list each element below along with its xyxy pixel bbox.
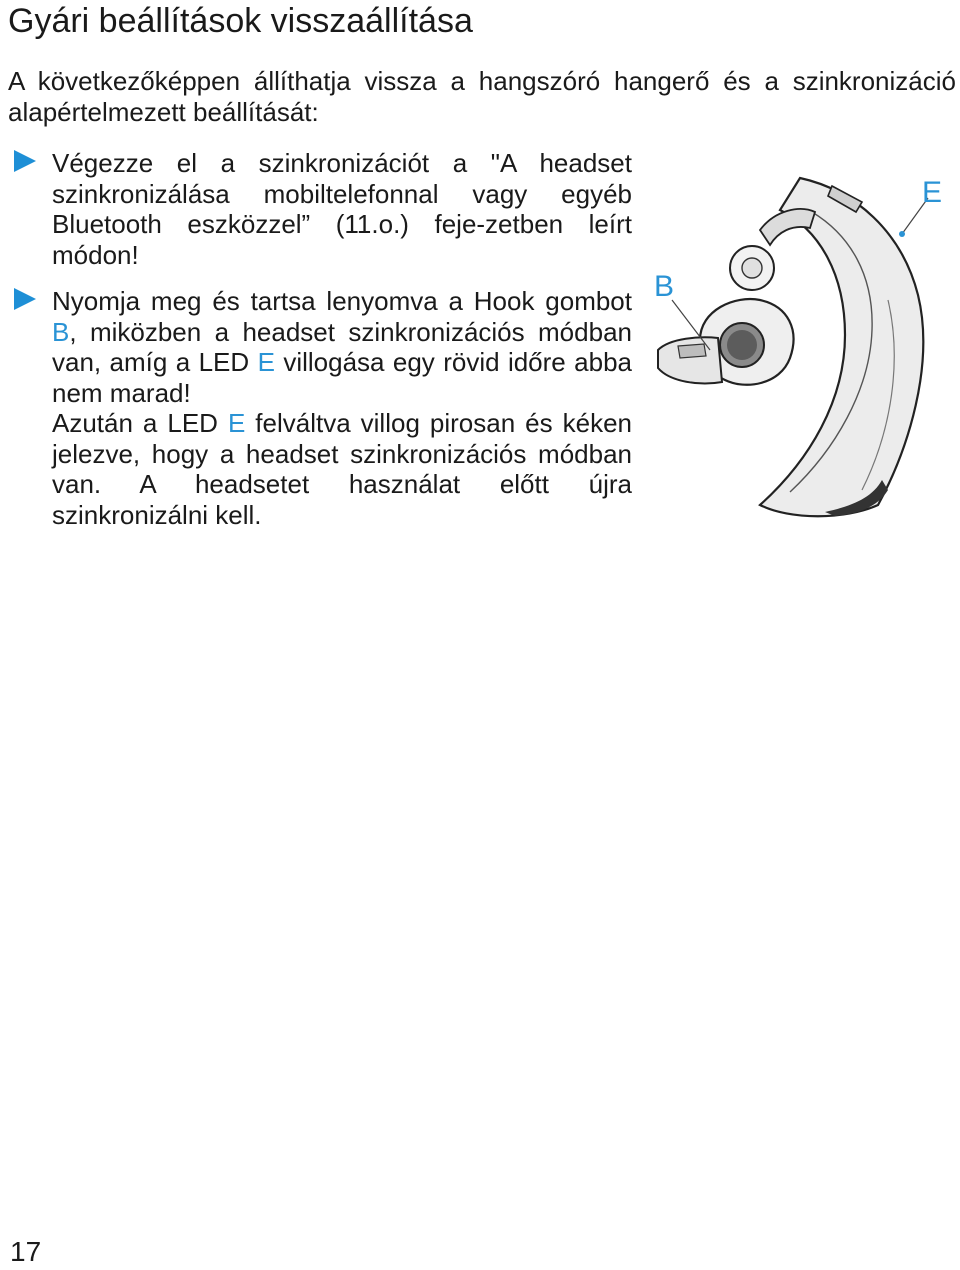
step-text-part: , miközben a headset szinkronizációs módban van, amíg a LED — [52, 316, 632, 377]
step-text-part: Azután a LED — [52, 408, 228, 438]
step-text-part: villogása egy rövid időre abba nem marad! — [52, 347, 632, 408]
step-list — [14, 148, 632, 546]
led-e-indicator — [899, 231, 905, 237]
step-text-part: Nyomja meg és tartsa lenyomva a Hook gombot — [52, 286, 632, 316]
step-text — [52, 286, 632, 408]
hinge-knob-center — [742, 258, 762, 278]
figure-label-b: B — [654, 270, 675, 303]
reference-b: B — [52, 316, 70, 347]
speaker-grille-center — [727, 330, 757, 360]
step-item — [14, 148, 632, 270]
headset-illustration — [640, 150, 958, 520]
step-text-part: felváltva villog pirosan és kéken jelezve, hogy a headset szinkronizációs módban van. A headsetet használat előtt újra szinkronizálni kell. — [52, 408, 632, 530]
triangle-bullet-icon — [14, 150, 36, 172]
step-item — [14, 286, 632, 530]
microphone-boom — [658, 337, 722, 383]
page-number: 17 — [10, 1236, 42, 1267]
figure-label-e: E — [922, 176, 943, 209]
page-title: Gyári beállítások visszaállítása — [8, 2, 473, 40]
triangle-bullet-icon — [14, 288, 36, 310]
step-text: Végezze el a szinkronizációt a "A headset szinkronizálása mobiltelefonnal vagy egyéb Bluetooth eszközzel” (11.o.) feje-zetben leírt módon! — [52, 148, 632, 270]
reference-e: E — [227, 408, 246, 438]
headset-drawing — [640, 150, 958, 520]
step-text — [52, 408, 632, 530]
hook-button-b — [678, 344, 706, 358]
hook-hinge — [760, 209, 815, 245]
reference-e: E — [257, 347, 275, 377]
intro-paragraph: A következőképpen állíthatja vissza a hangszóró hangerő és a szinkronizáció alapértelmezett beállítását: — [8, 66, 956, 127]
